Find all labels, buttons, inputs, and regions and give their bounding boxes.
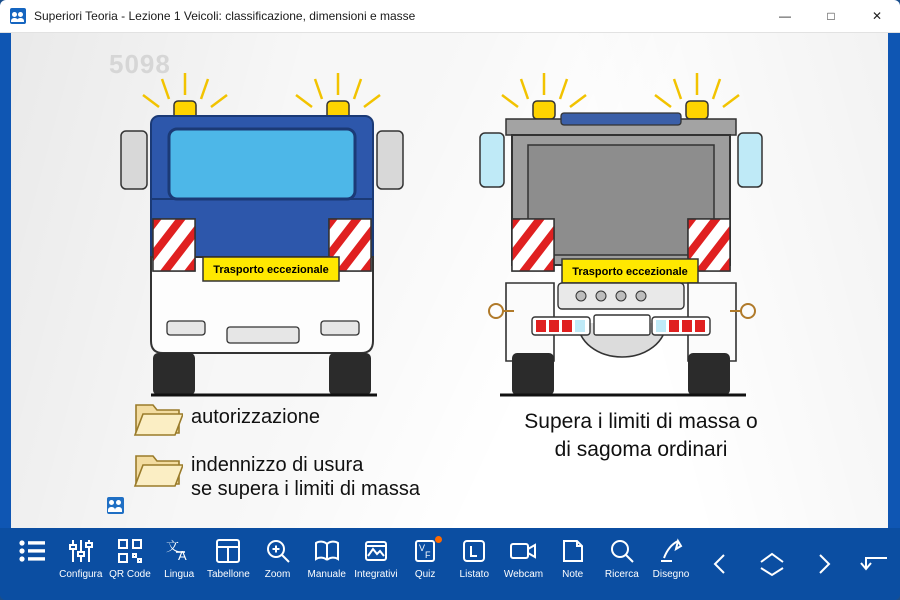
zoom-button[interactable] [254,534,301,594]
tabellone-button[interactable] [205,534,252,594]
chevron-left-icon [708,551,734,577]
webcam-button[interactable] [500,534,547,594]
quiz-badge [435,536,442,543]
next-slide-button[interactable] [798,534,849,594]
bottom-toolbar [0,528,900,600]
image-stack-icon [363,534,389,568]
left-caption-2-line1: indennizzo di usura [191,454,364,476]
truck-front-view [107,71,457,401]
svg-text:A: A [178,548,187,563]
manuale-label: Manuale [307,569,346,580]
truck-rear-view [466,71,816,401]
zoom-label: Zoom [264,569,291,580]
chevron-right-icon [810,551,836,577]
ricerca-button[interactable] [598,534,645,594]
ricerca-label: Ricerca [604,569,639,580]
open-book-icon [313,534,341,568]
window-title: Superiori Teoria - Lezione 1 Veicoli: classificazione, dimensioni e masse [34,9,416,23]
app-users-icon [10,8,26,24]
integrativi-button[interactable] [352,534,399,594]
webcam-label: Webcam [503,569,544,580]
integrativi-label: Integrativi [354,569,398,580]
svg-text:V: V [419,543,426,553]
qrcode-button[interactable] [106,534,153,594]
right-caption-line1: Supera i limiti di massa o [524,410,758,433]
note-label: Note [562,569,584,580]
grid-table-icon [215,534,241,568]
disegno-button[interactable] [647,534,694,594]
sliders-icon [68,534,94,568]
menu-list-icon [17,534,47,568]
previous-slide-button[interactable] [696,534,747,594]
folder-icon [133,448,183,490]
qrcode-label: QR Code [109,569,151,580]
return-arrow-icon [860,551,890,577]
disegno-label: Disegno [652,569,690,580]
magnifier-icon [609,534,635,568]
app-logo-icon [107,497,124,514]
left-caption-1: autorizzazione [191,406,320,428]
svg-text:文: 文 [166,539,180,554]
exit-button[interactable] [849,534,900,594]
left-caption-2-line2: se supera i limiti di massa [191,478,420,501]
qrcode-icon [117,534,143,568]
slide-number: 5098 [109,49,171,79]
tabellone-label: Tabellone [206,569,250,580]
minimize-button[interactable]: — [779,9,791,23]
quiz-button[interactable] [402,534,449,594]
video-camera-icon [509,534,537,568]
maximize-button[interactable]: □ [827,9,835,23]
configura-button[interactable] [57,534,104,594]
listato-button[interactable] [451,534,498,594]
svg-text:F: F [425,550,431,560]
manuale-button[interactable] [303,534,350,594]
close-button[interactable]: ✕ [871,9,883,23]
list-square-icon [461,534,487,568]
lingua-button[interactable] [156,534,203,594]
note-button[interactable] [549,534,596,594]
right-caption [466,408,816,465]
chevron-updown-icon [757,551,787,577]
front-sign-label: Trasporto eccezionale [213,264,329,276]
title-bar [0,0,900,33]
slide-canvas[interactable] [11,33,888,528]
language-icon [165,534,193,568]
pencil-draw-icon [658,534,684,568]
folder-icon [133,397,183,439]
configura-label: Configura [59,569,103,580]
content-area [0,33,900,528]
menu-button[interactable] [8,534,55,594]
listato-label: Listato [459,569,490,580]
lingua-label: Lingua [164,569,195,580]
left-caption-2 [191,453,420,502]
quiz-label: Quiz [414,569,436,580]
note-page-icon [560,534,586,568]
right-caption-line2: di sagoma ordinari [554,438,728,462]
rear-sign-label: Trasporto eccezionale [572,266,688,278]
window-controls [762,0,900,33]
slide-updown-button[interactable] [747,534,798,594]
magnifier-plus-icon [265,534,291,568]
